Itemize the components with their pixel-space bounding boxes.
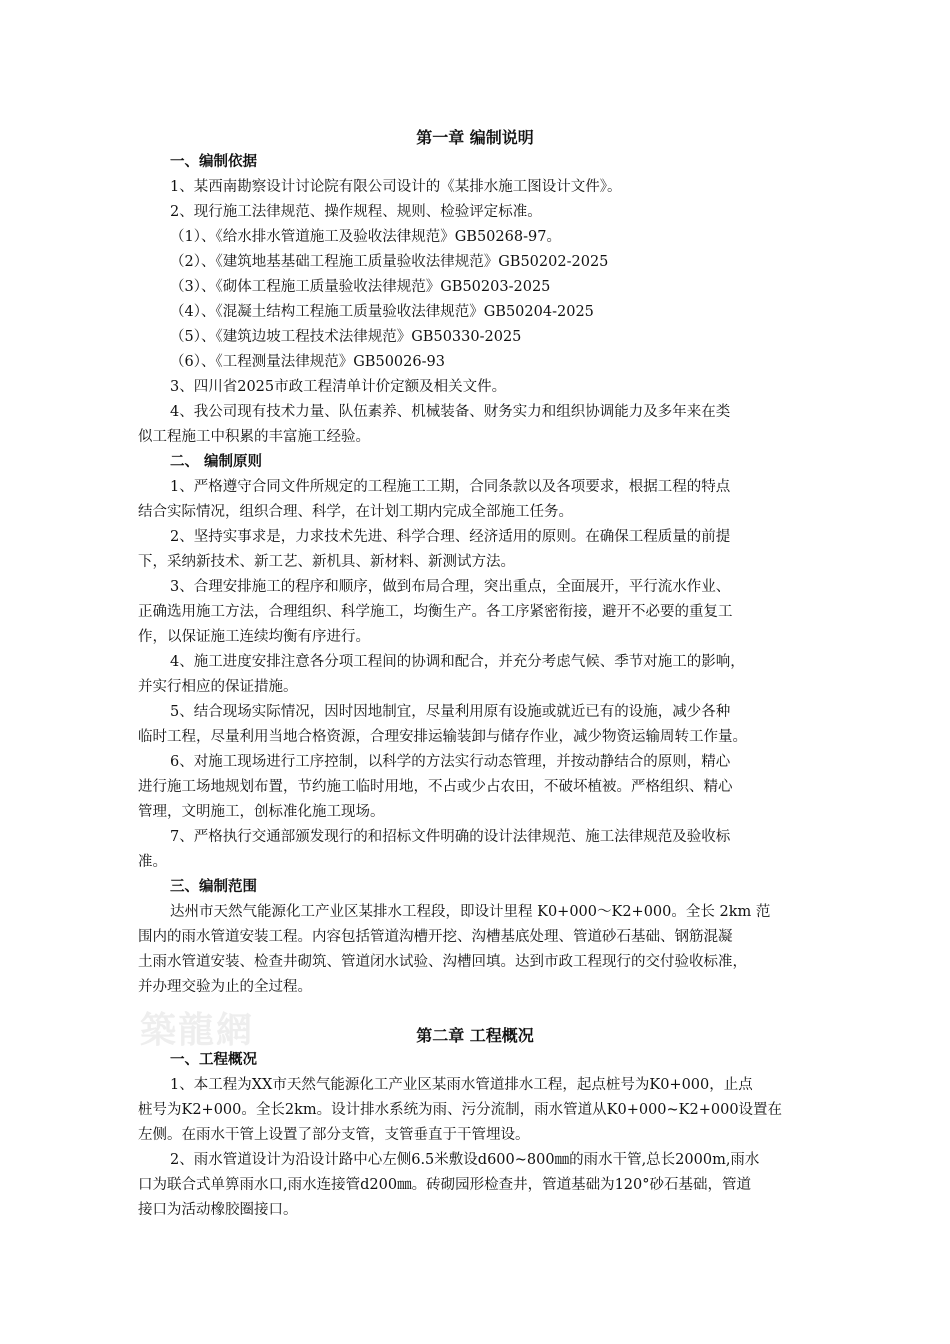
section-heading: 一、编制依据	[170, 154, 257, 170]
paragraph-line: 2、坚持实事求是，力求技术先进、科学合理、经济适用的原则。在确保工程质量的前提	[170, 529, 731, 545]
list-item: （4）、《混凝土结构工程施工质量验收法律规范》GB50204-2025	[170, 304, 594, 320]
paragraph-line: 6、对施工现场进行工序控制，以科学的方法实行动态管理，并按动静结合的原则，精心	[170, 754, 731, 770]
list-item: （6）、《工程测量法律规范》GB50026-93	[170, 354, 445, 370]
paragraph-line: 接口为活动橡胶圈接口。	[138, 1202, 298, 1218]
paragraph-line: 并实行相应的保证措施。	[138, 679, 298, 695]
paragraph-line: 1、本工程为XX市天然气能源化工产业区某雨水管道排水工程，起点桩号为K0+000，止点	[170, 1077, 753, 1093]
section-heading: 一、工程概况	[170, 1052, 257, 1068]
paragraph-line: 4、我公司现有技术力量、队伍素养、机械装备、财务实力和组织协调能力及多年来在类	[170, 404, 731, 420]
list-item: （2）、《建筑地基基础工程施工质量验收法律规范》GB50202-2025	[170, 254, 609, 270]
list-item: （5）、《建筑边坡工程技术法律规范》GB50330-2025	[170, 329, 522, 345]
paragraph-line: 2、雨水管道设计为沿设计路中心左侧6.5米敷设d600~800㎜的雨水干管,总长2000m,雨水	[170, 1152, 760, 1168]
paragraph-line: 土雨水管道安装、检查井砌筑、管道闭水试验、沟槽回填。达到市政工程现行的交付验收标准，	[138, 954, 747, 970]
paragraph-line: 似工程施工中积累的丰富施工经验。	[138, 429, 370, 445]
paragraph-line: 7、严格执行交通部颁发现行的和招标文件明确的设计法律规范、施工法律规范及验收标	[170, 829, 731, 845]
watermark: 築龍網	[140, 1009, 255, 1051]
list-item: （3）、《砌体工程施工质量验收法律规范》GB50203-2025	[170, 279, 551, 295]
paragraph-line: 5、结合现场实际情况，因时因地制宜，尽量利用原有设施或就近已有的设施，减少各种	[170, 704, 731, 720]
paragraph-line: 管理，文明施工，创标准化施工现场。	[138, 804, 385, 820]
paragraph-line: 围内的雨水管道安装工程。内容包括管道沟槽开挖、沟槽基底处理、管道砂石基础、钢筋混凝	[138, 929, 733, 945]
paragraph-line: 临时工程，尽量利用当地合格资源，合理安排运输装卸与储存作业，减少物资运输周转工作量。	[138, 729, 747, 745]
paragraph-line: 1、严格遵守合同文件所规定的工程施工工期，合同条款以及各项要求，根据工程的特点	[170, 479, 731, 495]
paragraph-line: 桩号为K2+000。全长2km。设计排水系统为雨、污分流制，雨水管道从K0+000~K2+000设置在	[138, 1102, 783, 1118]
paragraph-line: 并办理交验为止的全过程。	[138, 979, 312, 995]
paragraph-line: 3、合理安排施工的程序和顺序，做到布局合理，突出重点，全面展开，平行流水作业、	[170, 579, 731, 595]
paragraph-line: 口为联合式单箅雨水口,雨水连接管d200㎜。砖砌园形检查井，管道基础为120°砂石基础，管道	[138, 1177, 751, 1193]
chapter-title: 第一章 编制说明	[416, 128, 534, 147]
paragraph-line: 1、某西南勘察设计讨论院有限公司设计的《某排水施工图设计文件》。	[170, 179, 622, 195]
paragraph-line: 2、现行施工法律规范、操作规程、规则、检验评定标准。	[170, 204, 542, 220]
paragraph-line: 3、四川省2025市政工程清单计价定额及相关文件。	[170, 379, 507, 395]
paragraph-line: 正确选用施工方法，合理组织、科学施工，均衡生产。各工序紧密衔接，避开不必要的重复工	[138, 604, 733, 620]
paragraph-line: 达州市天然气能源化工产业区某排水工程段，即设计里程 K0+000～K2+000。全长 2km 范	[170, 904, 771, 920]
paragraph-line: 进行施工场地规划布置，节约施工临时用地，不占或少占农田，不破坏植被。严格组织、精心	[138, 779, 733, 795]
section-heading: 二、 编制原则	[170, 454, 263, 470]
list-item: （1）、《给水排水管道施工及验收法律规范》GB50268-97。	[170, 229, 561, 245]
paragraph-line: 作，以保证施工连续均衡有序进行。	[138, 629, 370, 645]
paragraph-line: 下，采纳新技术、新工艺、新机具、新材料、新测试方法。	[138, 554, 515, 570]
paragraph-line: 左侧。在雨水干管上设置了部分支管，支管垂直于干管埋设。	[138, 1127, 530, 1143]
paragraph-line: 结合实际情况，组织合理、科学，在计划工期内完成全部施工任务。	[138, 504, 573, 520]
paragraph-line: 4、施工进度安排注意各分项工程间的协调和配合，并充分考虑气候、季节对施工的影响，	[170, 654, 745, 670]
chapter-title: 第二章 工程概况	[416, 1026, 534, 1045]
paragraph-line: 准。	[138, 854, 167, 870]
section-heading: 三、编制范围	[170, 879, 257, 895]
